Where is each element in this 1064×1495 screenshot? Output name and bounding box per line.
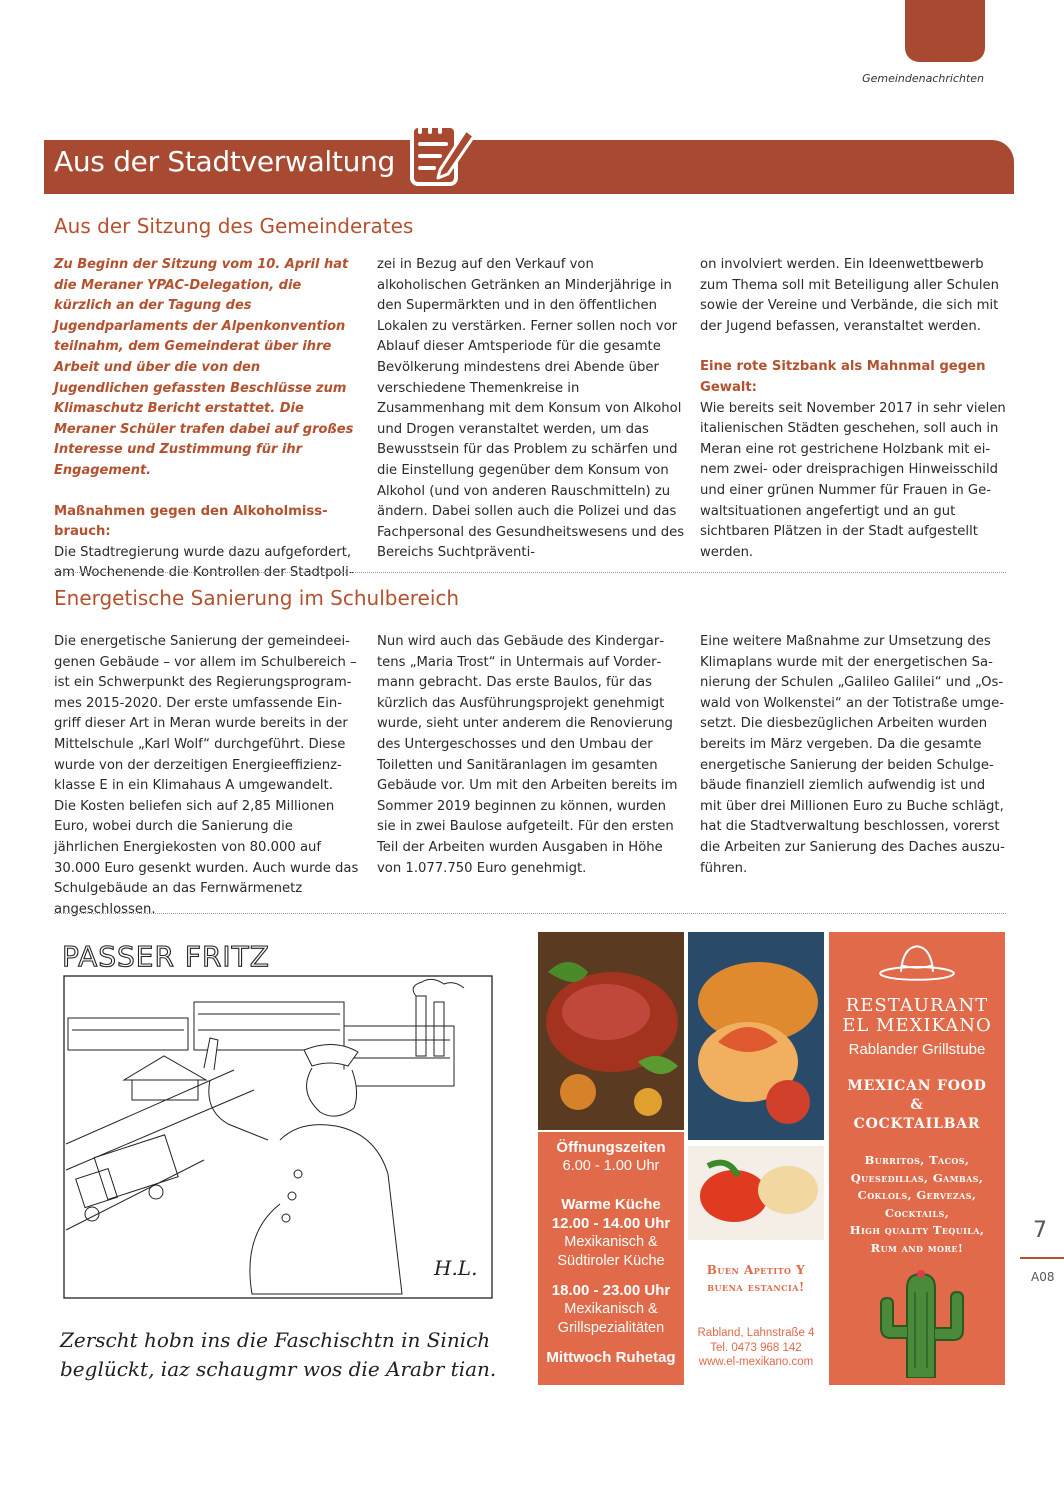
ad-menu-line: High quality Tequila,: [849, 1223, 985, 1237]
ad-subtitle: Rablander Grillstube: [848, 1041, 986, 1058]
ad-slogan-line: buena estancia!: [707, 1280, 805, 1294]
article2-col3-body: Eine weitere Maßnahme zur Umsetzung des Klimaplans wurde mit der energetischen Sanierung der Schulen „Galileo Galilei“ und „Oswald von Wolkenstei“ an der Totistraße umgesetzt. Die diesbezüglichen Arbeiten wurden bereits im März vergeben. Da die gesamte energetische Sanierung der beiden Schulgebäude finanziell ziemlich aufwendig ist und mit über drei Millionen Euro zu Buche schlägt, hat die Stadtverwaltung beschlossen, vorerst die Arbeiten zur Sanierung des Daches auszuführen.: [700, 634, 1005, 876]
article1-col3-body: on involviert werden. Ein Ideenwettbewerb zum Thema soll mit Beteiligung aller Schulen sowie der Vereine und Verbände, die sich mit der Jugend befassen, veranstaltet werden.: [700, 257, 999, 334]
ad-food-line: MEXICAN FOOD: [847, 1078, 987, 1094]
cartoon-signature: H.L.: [434, 1256, 478, 1280]
cartoon-title: PASSER FRITZ: [62, 940, 270, 973]
article2-column-1: [54, 632, 359, 920]
article2-col1-body: Die energetische Sanierung der gemeindeeigenen Gebäude – vor allem im Schulbereich – ist ein Schwerpunkt des Regierungsprogrammes 2015-2020. Der erste umfassende Eingriff dieser Art in Meran wurde bereits in der Mittelschule „Karl Wolf“ durchgeführt. Diese wurde von der derzeitigen Energieeffizienzklasse E in ein Klimahaus A umgewandelt. Die Kosten beliefen sich auf 2,85 Millionen Euro, wobei durch die Sanierung die jährlichen Energiekosten von 80.000 auf 30.000 Euro gesenkt wurden. Auch wurde das Schulgebäude an das Fernwärmenetz angeschlossen.: [54, 634, 359, 917]
ad-kitchen-time: 18.00 - 23.00 Uhr: [551, 1282, 671, 1299]
ad-kitchen-desc: Mexikanisch &: [564, 1301, 658, 1317]
ad-restaurant-line: EL MEXIKANO: [842, 1015, 992, 1036]
ad-restaurant-name: [829, 996, 1005, 1036]
article1-subheading-alcohol: Maßnahmen gegen den Alkoholmissbrauch:: [54, 503, 328, 540]
ad-restaurant-line: RESTAURANT: [845, 995, 989, 1016]
ad-hours-value: 6.00 - 1.00 Uhr: [562, 1158, 660, 1174]
sombrero-icon: [877, 942, 957, 984]
article1-subheading-bench: Eine rote Sitzbank als Mahnmal gegen Gewalt:: [700, 359, 986, 395]
divider: [54, 572, 1006, 573]
food-photo-salsa: [688, 1146, 824, 1240]
article1-col1-body: Die Stadtregierung wurde dazu aufgefordert, am Wochenende die Kontrollen der Stadtpoli-: [54, 544, 354, 581]
ad-slogan-line: Buen Apetito Y: [706, 1263, 806, 1277]
ad-website: www.el-mexikano.com: [698, 1356, 814, 1368]
ad-closed-day: Mittwoch Ruhetag: [546, 1349, 676, 1366]
ad-menu-line: Rum and more!: [870, 1240, 964, 1255]
article1-column-1: [54, 255, 359, 584]
ad-menu-line: Cocktails,: [884, 1205, 950, 1220]
article2-column-2: [377, 632, 685, 879]
ad-kitchen-time: 12.00 - 14.00 Uhr: [551, 1215, 671, 1232]
ad-kitchen-title: Warme Küche: [561, 1196, 661, 1213]
cartoon-caption: [60, 1326, 530, 1384]
page-number: 7: [1033, 1218, 1047, 1243]
caption-line: Zerscht hobn ins die Faschischtn in Sinich: [60, 1328, 491, 1352]
article2-col2-body: Nun wird auch das Gebäude des Kindergartens „Maria Trost“ in Untermais auf Vordermann gebracht. Das erste Baulos, für das kürzlich das Ausführungsprojekt genehmigt wurde, sieht unter anderem die Renovierung des Untergeschosses und den Umbau der Toiletten und Sanitäranlagen im gesamten Gebäude vor. Um mit den Arbeiten bereits im Sommer 2019 beginnen zu können, wurden sie in zwei Baulose aufgeteilt. Für den ersten Teil der Arbeiten wurden Ausgaben in Höhe von 1.077.750 Euro genehmigt.: [377, 634, 678, 876]
ad-restaurant-box: [829, 932, 1005, 1385]
article-title: Aus der Sitzung des Gemeinderates: [54, 214, 414, 238]
ad-food-heading: [829, 1077, 1005, 1134]
ad-menu-line: Quesedillas, Gambas,: [850, 1170, 984, 1185]
page-number-rule: [1020, 1257, 1064, 1259]
article-title: Energetische Sanierung im Schulbereich: [54, 586, 460, 610]
article1-col2-body: zei in Bezug auf den Verkauf von alkoholischen Getränken an Minderjährige in den Supermärkten und in den öffentlichen Lokalen zu verstärken. Ferner sollen noch vor Ablauf dieser Amtsperiode für die gesamte Bevölkerung mindestens drei Abende über verschiedene Themenkreise in Zusammenhang mit dem Konsum von Alkohol und Drogen veranstaltet werden, um das Bewusstsein für das Problem zu schärfen und die Einstellung gegenüber dem Konsum von Alkohol (und von anderen Rauschmitteln) zu ändern. Dabei sollen auch die Polizei und das Fachpersonal des Gesundheitswesens und des Bereichs Suchtpräventi-: [377, 257, 685, 561]
banner-title: Aus der Stadtverwaltung: [54, 145, 395, 178]
page-code: A08: [1031, 1270, 1055, 1284]
section-label: Gemeindenachrichten: [862, 72, 984, 85]
ad-slogan: [688, 1262, 824, 1296]
ad-hours-title: Öffnungszeiten: [556, 1139, 666, 1156]
ad-menu-list: [829, 1152, 1005, 1257]
ad-address: Rabland, Lahnstraße 4: [697, 1327, 815, 1339]
caption-line: beglückt, iaz schaugmr wos die Arabr tian.: [60, 1357, 497, 1381]
clipboard-icon: [400, 112, 480, 190]
ad-food-line: COCKTAILBAR: [853, 1116, 981, 1132]
ad-kitchen-desc: Südtiroler Küche: [557, 1253, 665, 1269]
ad-menu-line: Coklols, Gervezas,: [857, 1188, 977, 1202]
ad-food-line: &: [910, 1097, 924, 1113]
article1-lead: Zu Beginn der Sitzung vom 10. April hat die Meraner YPAC-Delegation, die kürzlich an der Tagung des Jugendparlaments der Alpenkonvention teilnahm, dem Gemeinderat über ihre Arbeit und über die von den Jugendlichen gefassten Beschlüsse zum Klimaschutz Bericht erstattet. Die Meraner Schüler trafen dabei auf großes Interesse und Zustimmung für ihr Engagement.: [54, 257, 354, 478]
ad-menu-line: Burritos, Tacos,: [864, 1153, 970, 1167]
ad-phone: Tel. 0473 968 142: [710, 1341, 802, 1354]
food-photo-steak: [538, 932, 684, 1130]
ad-kitchen-desc: Mexikanisch &: [564, 1234, 658, 1250]
ad-contact: [688, 1326, 824, 1370]
article1-bench-body: Wie bereits seit November 2017 in sehr vielen italienischen Städten geschehen, soll auch in Meran eine rot gestrichene Holzbank mit einem zwei- oder dreisprachigen Hinweisschild und einer grünen Nummer für Frauen in Gewaltsituationen angefertigt und an gut sichtbaren Plätzen in der Stadt aufgestellt werden.: [700, 400, 1006, 560]
divider: [54, 913, 1006, 914]
food-photo-shrimp: [688, 932, 824, 1140]
article1-column-3: [700, 255, 1008, 563]
cactus-icon: [867, 1268, 967, 1378]
article2-column-3: [700, 632, 1008, 879]
page-tab-marker: [905, 0, 985, 62]
ad-kitchen-desc: Grillspezialitäten: [557, 1320, 665, 1336]
cartoon-drawing: [54, 930, 524, 1305]
article1-column-2: [377, 255, 685, 564]
ad-hours-box: [538, 1132, 684, 1385]
